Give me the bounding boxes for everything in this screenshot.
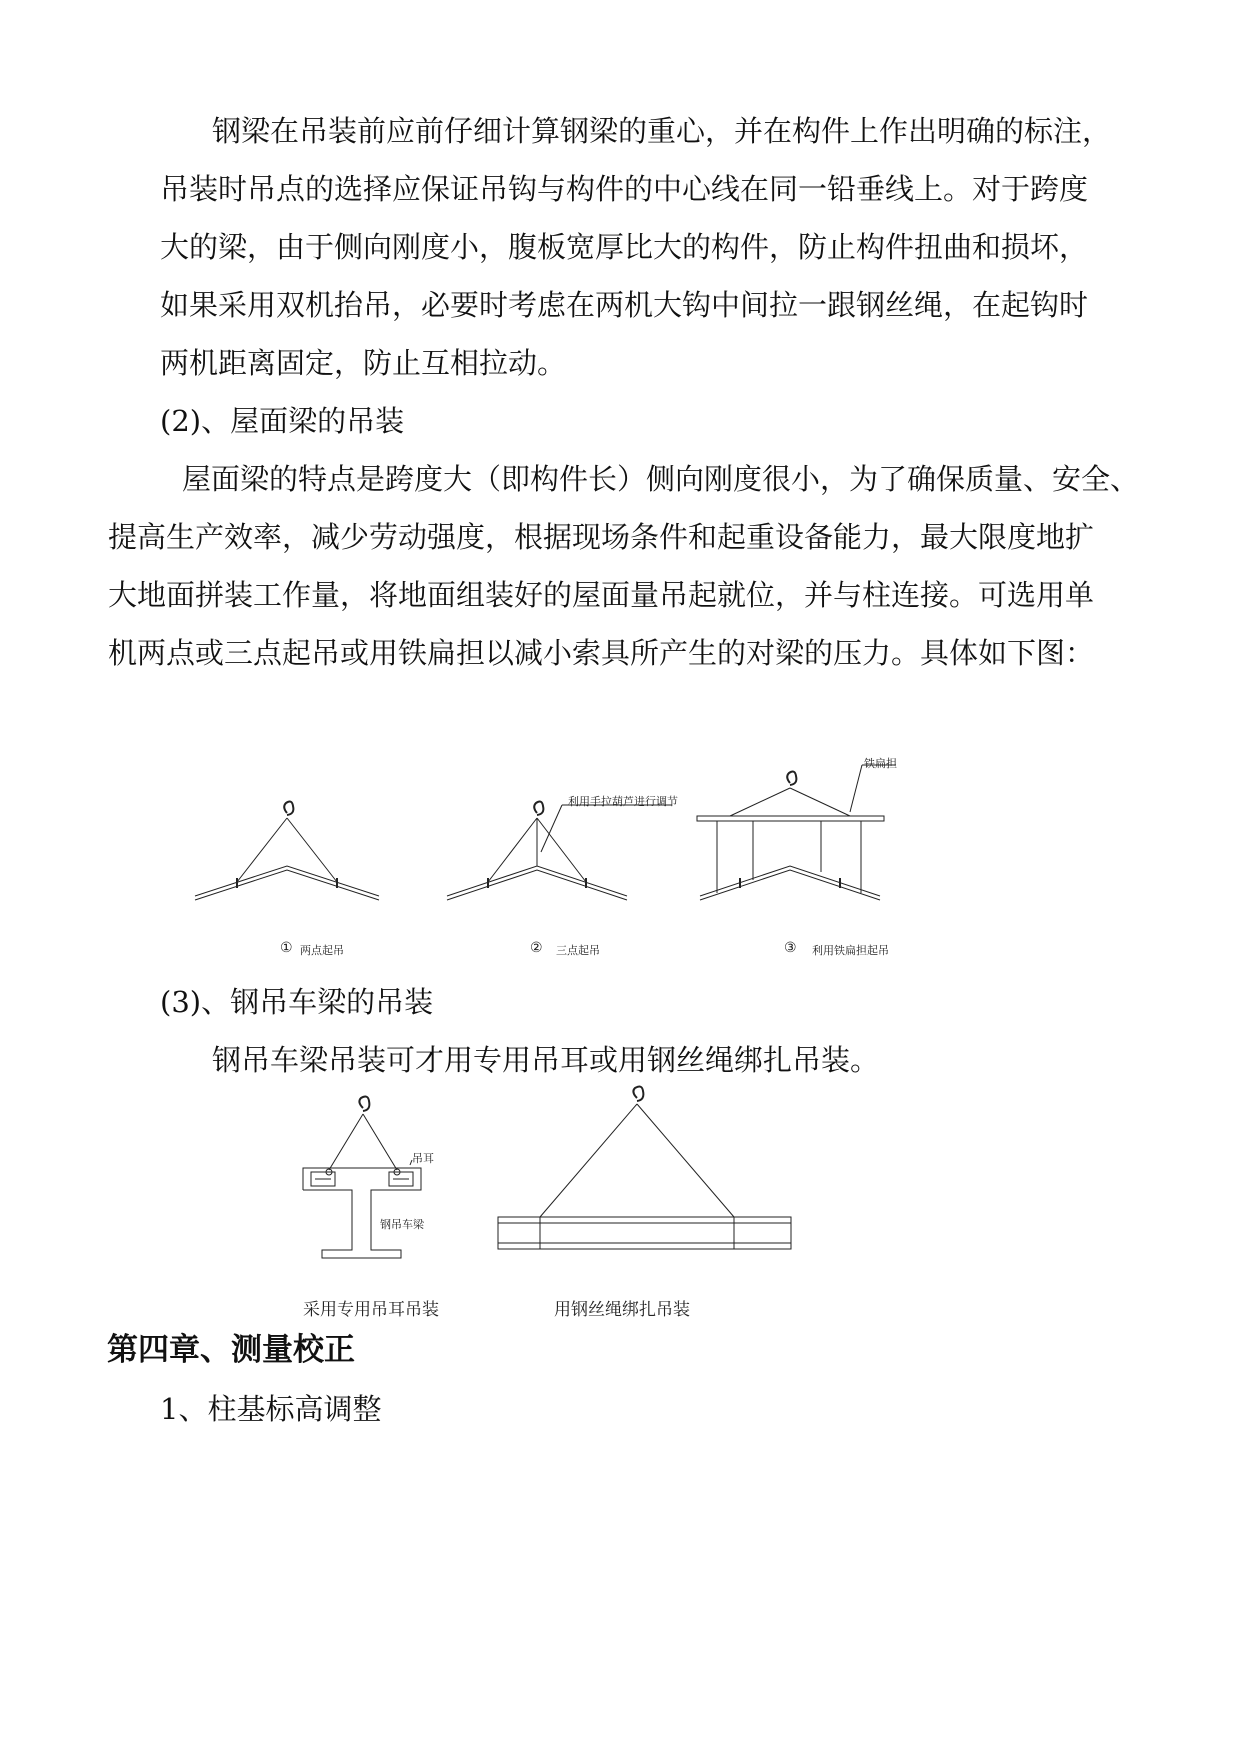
section3-title: (3)、钢吊车梁的吊装 bbox=[160, 985, 434, 1019]
para1-line-1: 钢梁在吊装前应前仔细计算钢梁的重心，并在构件上作出明确的标注， bbox=[212, 114, 1112, 148]
para1-line-4: 如果采用双机抬吊，必要时考虑在两机大钩中间拉一跟钢丝绳，在起钩时 bbox=[160, 288, 1089, 322]
section2-line-3: 大地面拼装工作量，将地面组装好的屋面量吊起就位，并与柱连接。可选用单 bbox=[108, 578, 1095, 612]
para1-line-3: 大的梁，由于侧向刚度小，腹板宽厚比大的构件，防止构件扭曲和损坏， bbox=[160, 230, 1089, 264]
chapter-item-1: 1、柱基标高调整 bbox=[160, 1392, 382, 1426]
caption-3-text: 利用铁扁担起吊 bbox=[812, 944, 889, 957]
para1-line-2: 吊装时吊点的选择应保证吊钩与构件的中心线在同一铅垂线上。对于跨度 bbox=[160, 172, 1089, 206]
section2-line-1: 屋面梁的特点是跨度大（即构件长）侧向刚度很小，为了确保质量、安全、 bbox=[182, 462, 1140, 496]
para1-line-5: 两机距离固定，防止互相拉动。 bbox=[160, 346, 567, 380]
section3-line: 钢吊车梁吊装可才用专用吊耳或用钢丝绳绑扎吊装。 bbox=[212, 1043, 880, 1077]
section2-line-2: 提高生产效率，减少劳动强度，根据现场条件和起重设备能力，最大限度地扩 bbox=[108, 520, 1095, 554]
diagram-lifting-ear bbox=[303, 1097, 421, 1258]
annotation-chain-hoist: 利用手拉葫芦进行调节 bbox=[568, 795, 678, 808]
caption-lifting-ear: 采用专用吊耳吊装 bbox=[303, 1300, 439, 1320]
caption-1-text: 两点起吊 bbox=[300, 944, 344, 957]
caption-3-number: ③ bbox=[784, 940, 797, 956]
caption-2-text: 三点起吊 bbox=[556, 944, 600, 957]
section2-line-4: 机两点或三点起吊或用铁扁担以减小索具所产生的对梁的压力。具体如下图： bbox=[108, 636, 1095, 670]
diagram-two-point-lift bbox=[195, 802, 379, 900]
label-crane-beam: 钢吊车梁 bbox=[380, 1218, 424, 1231]
caption-2-number: ② bbox=[530, 940, 543, 956]
caption-1-number: ① bbox=[280, 940, 293, 956]
label-lifting-ear: 吊耳 bbox=[412, 1152, 434, 1165]
annotation-spreader-beam: 铁扁担 bbox=[864, 757, 897, 770]
diagram-spreader-beam-lift bbox=[697, 765, 896, 900]
caption-wire-rope: 用钢丝绳绑扎吊装 bbox=[554, 1300, 690, 1320]
diagram-wire-rope-binding bbox=[498, 1087, 791, 1249]
section2-title: (2)、屋面梁的吊装 bbox=[160, 404, 405, 438]
diagram-three-point-lift bbox=[447, 802, 672, 900]
chapter-title: 第四章、测量校正 bbox=[107, 1332, 355, 1368]
